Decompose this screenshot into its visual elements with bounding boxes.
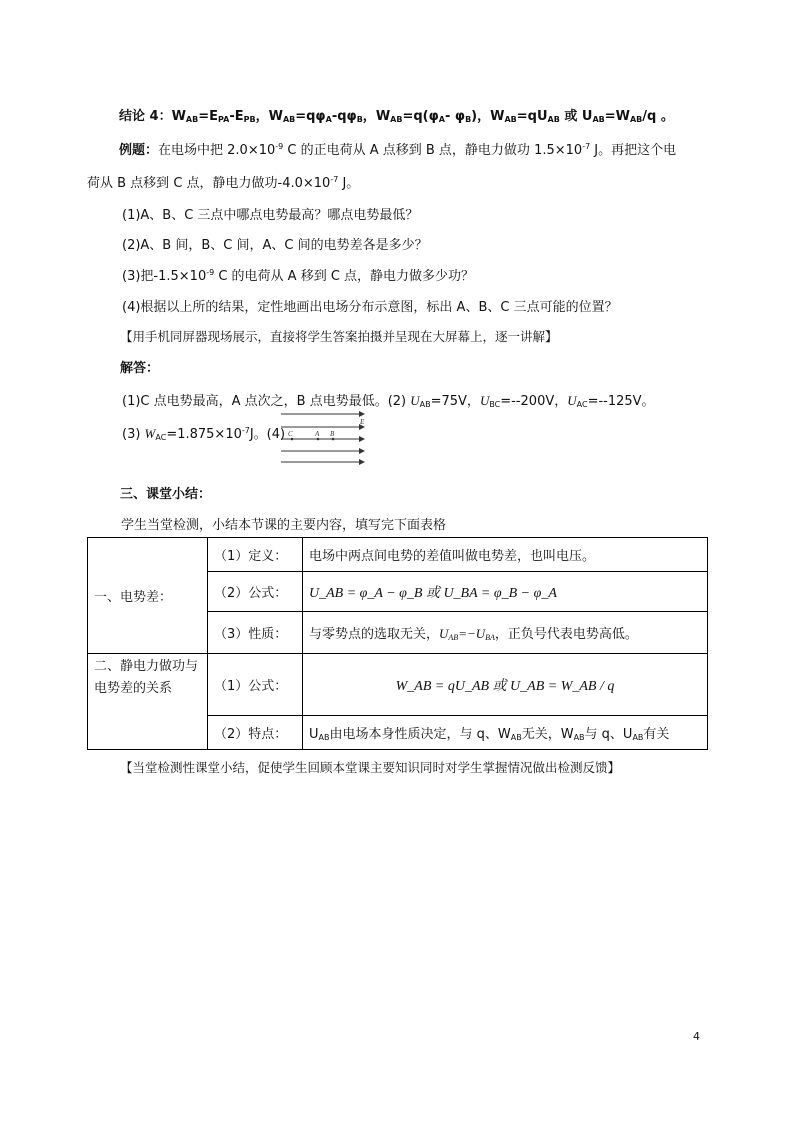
e-sup: -7 bbox=[582, 142, 591, 151]
example-label: 例题： bbox=[119, 143, 159, 158]
c-text: =qφ bbox=[295, 109, 326, 124]
c-text: )， bbox=[471, 109, 491, 124]
q-sup: -9 bbox=[206, 268, 215, 277]
f-sub: AB bbox=[573, 733, 585, 742]
c-sub: PB bbox=[243, 115, 256, 124]
c-text: =qU bbox=[516, 109, 548, 124]
conclusion-line bbox=[119, 105, 674, 124]
property-label: （3）性质： bbox=[208, 612, 303, 654]
feature-label: （2）特点： bbox=[208, 716, 303, 750]
point-c-label: C bbox=[288, 430, 293, 438]
c-sub: AB bbox=[629, 115, 643, 124]
c-text: -qφ bbox=[331, 109, 357, 124]
c-sub: AB bbox=[185, 115, 199, 124]
conclusion-label: 结论 4： bbox=[119, 109, 172, 124]
a-text: (3) bbox=[122, 427, 145, 442]
point-b-dot bbox=[332, 438, 335, 441]
c-sub: B bbox=[465, 115, 472, 124]
answer-line-3 bbox=[122, 423, 285, 442]
c-text: =E bbox=[198, 109, 218, 124]
question-3 bbox=[122, 265, 474, 284]
a-text: =--125V。 bbox=[587, 394, 655, 409]
formula-label: （2）公式： bbox=[208, 572, 303, 612]
c-sub: A bbox=[325, 115, 332, 124]
c-text: W bbox=[171, 109, 186, 124]
property-formula: $U_{AB}=-U_{BA}$ bbox=[439, 626, 495, 642]
e-text: J。再把这个电 bbox=[590, 143, 677, 158]
table-row bbox=[88, 538, 708, 572]
e-text: J。 bbox=[338, 176, 360, 191]
answer-label: 解答： bbox=[120, 361, 160, 376]
c-text: - φ bbox=[444, 109, 466, 124]
a-sub: BC bbox=[489, 400, 501, 409]
row-head-potential-difference: 一、电势差： bbox=[88, 538, 208, 654]
a-sub: AC bbox=[576, 400, 588, 409]
c-sub: B bbox=[356, 115, 363, 124]
c-sub: PA bbox=[218, 115, 230, 124]
definition-text: 电场中两点间电势的差值叫做电势差，也叫电压。 bbox=[303, 538, 708, 572]
a-text: =75V， bbox=[430, 394, 480, 409]
c-text: 或 bbox=[559, 109, 582, 124]
f-text: 有关 bbox=[643, 727, 670, 742]
c-text: W bbox=[268, 109, 283, 124]
property-text: ，正负号代表电势高低。 bbox=[494, 627, 638, 642]
formula2-cell bbox=[303, 654, 708, 716]
point-c-dot bbox=[291, 438, 294, 441]
teaching-note: 【用手机同屏器现场展示，直接将学生答案拍摄并呈现在大屏幕上，逐一讲解】 bbox=[120, 329, 558, 344]
c-text: W bbox=[375, 109, 391, 124]
answer-line-1 bbox=[122, 390, 655, 409]
c-sub: AB bbox=[390, 115, 403, 124]
c-text: ， bbox=[362, 109, 376, 124]
a-sym: U bbox=[479, 393, 490, 408]
property-cell bbox=[303, 612, 708, 654]
c-text: ， bbox=[255, 109, 269, 124]
table-row bbox=[88, 654, 708, 716]
page-number: 4 bbox=[693, 1030, 700, 1043]
section-title: 三、课堂小结： bbox=[120, 487, 212, 502]
c-text: U bbox=[581, 109, 593, 124]
question-4: (4)根据以上所的结果，定性地画出电场分布示意图，标出 A、B、C 三点可能的位置？ bbox=[122, 300, 618, 315]
a-text: (1)C 点电势最高，A 点次之，B 点电势最低。(2) bbox=[122, 394, 411, 409]
question-2: (2)A、B 间，B、C 间，A、C 间的电势差各是多少？ bbox=[122, 238, 428, 253]
definition-label: （1）定义： bbox=[208, 538, 303, 572]
field-label-e: E bbox=[360, 418, 365, 426]
q-text: (3)把-1.5×10 bbox=[122, 269, 207, 284]
point-a-label: A bbox=[315, 430, 320, 438]
a-sub: AC bbox=[155, 433, 167, 442]
a-text: =--200V， bbox=[500, 394, 568, 409]
f-text: 由电场本身性质决定，与 q、W bbox=[329, 727, 511, 742]
summary-table bbox=[87, 537, 708, 750]
a-sym: U bbox=[410, 393, 420, 408]
question-1: (1)A、B、C 三点中哪点电势最高？哪点电势最低？ bbox=[122, 208, 419, 223]
a-sup: -7 bbox=[241, 426, 250, 435]
c-text: =q(φ bbox=[402, 109, 439, 124]
c-text: W bbox=[490, 109, 505, 124]
a-text: =1.875×10 bbox=[166, 427, 242, 442]
e-text: 在电场中把 2.0×10 bbox=[158, 143, 276, 158]
e-text: 荷从 B 点移到 C 点，静电力做功-4.0×10 bbox=[87, 176, 331, 191]
a-sym: W bbox=[144, 426, 156, 441]
point-b-label: B bbox=[330, 430, 335, 438]
a-sub: AB bbox=[419, 400, 431, 409]
feature-cell bbox=[303, 716, 708, 750]
f-sub: AB bbox=[632, 733, 644, 742]
c-sub: AB bbox=[282, 115, 296, 124]
a-sym: U bbox=[567, 393, 577, 408]
e-sup: -7 bbox=[330, 175, 339, 184]
c-text: /q 。 bbox=[642, 109, 674, 124]
c-text: -E bbox=[229, 109, 244, 124]
f-text: U bbox=[309, 727, 319, 742]
formula-potential-difference: U_AB = φ_A − φ_B 或 U_BA = φ_B − φ_A bbox=[309, 585, 557, 601]
f-sub: AB bbox=[510, 733, 522, 742]
c-sub: A bbox=[438, 115, 445, 124]
c-sub: AB bbox=[547, 115, 560, 124]
f-text: 无关，W bbox=[521, 727, 574, 742]
field-line-diagram bbox=[278, 408, 370, 466]
q-text: C 的电荷从 A 移到 C 点，静电力做多少功？ bbox=[214, 269, 475, 284]
property-text: 与零势点的选取无关， bbox=[309, 627, 440, 642]
example-line-2 bbox=[87, 172, 359, 191]
e-sup: -9 bbox=[275, 142, 284, 151]
e-text: C 的正电荷从 A 点移到 B 点，静电力做功 1.5×10 bbox=[283, 143, 583, 158]
row-head-work-relation: 二、静电力做功与电势差的关系 bbox=[88, 654, 208, 750]
point-a-dot bbox=[317, 438, 320, 441]
formula-cell bbox=[303, 572, 708, 612]
example-line-1 bbox=[119, 139, 676, 158]
c-text: =W bbox=[604, 109, 630, 124]
formula2-label: （1）公式： bbox=[208, 654, 303, 716]
a-text: J。(4) bbox=[249, 427, 286, 442]
formula-work: W_AB = qU_AB 或 U_AB = W_AB / q bbox=[395, 678, 615, 694]
footnote: 【当堂检测性课堂小结，促使学生回顾本堂课主要知识同时对学生掌握情况做出检测反馈】 bbox=[120, 760, 621, 775]
section-intro: 学生当堂检测，小结本节课的主要内容，填写完下面表格 bbox=[121, 518, 447, 533]
f-sub: AB bbox=[318, 733, 330, 742]
f-text: 与 q、U bbox=[584, 727, 633, 742]
c-sub: AB bbox=[592, 115, 605, 124]
c-sub: AB bbox=[504, 115, 517, 124]
